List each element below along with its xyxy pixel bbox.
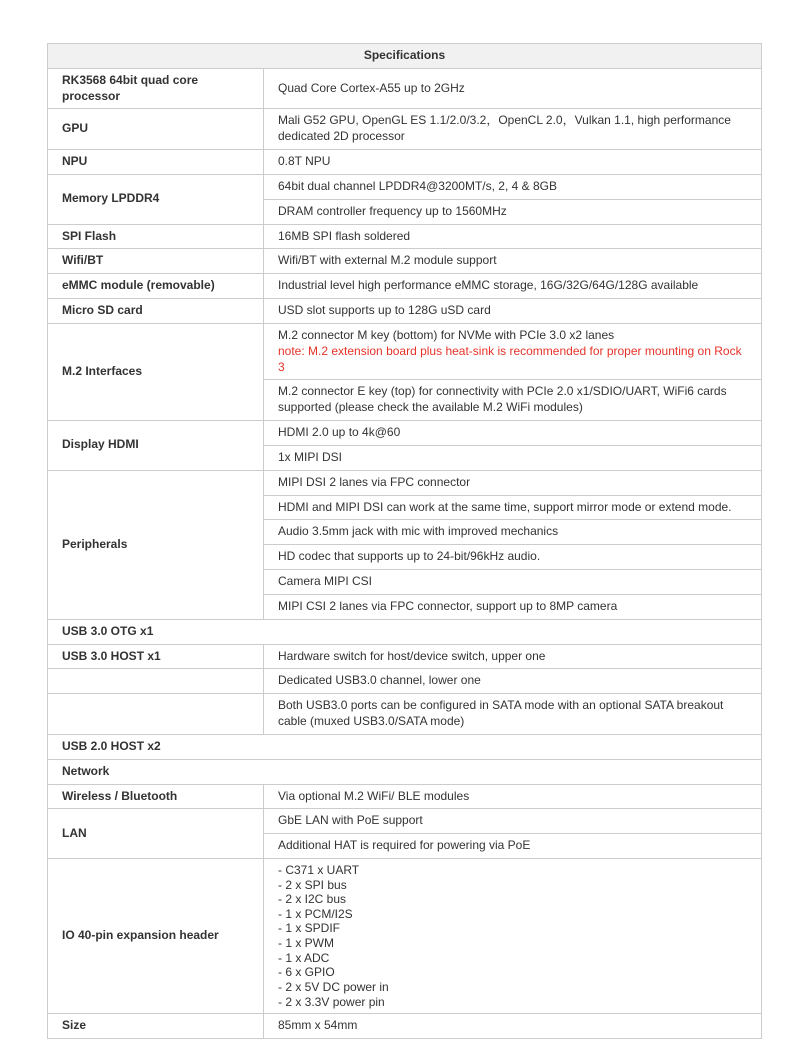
spec-value-line: - C371 x UART (278, 862, 360, 877)
table-row (48, 299, 762, 324)
spec-value-cell (264, 858, 762, 1013)
spec-label-gpu: GPU (48, 109, 264, 150)
spec-value: M.2 connector M key (bottom) for NVMe with PCIe 3.0 x2 lanes (278, 327, 615, 342)
table-row (48, 68, 762, 109)
spec-value: HDMI and MIPI DSI can work at the same time, support mirror mode or extend mode. (264, 495, 762, 520)
spec-value-line: - 2 x 3.3V power pin (278, 994, 385, 1009)
spec-value-line: - 1 x SPDIF (278, 921, 341, 936)
spec-value-line: - 1 x PWM (278, 936, 334, 951)
table-title: Specifications (48, 44, 762, 69)
spec-value-line: - 2 x SPI bus (278, 877, 347, 892)
section-row-network (48, 759, 762, 784)
spec-value: USD slot supports up to 128G uSD card (264, 299, 762, 324)
table-row (48, 174, 762, 199)
section-label-usb3-otg: USB 3.0 OTG x1 (48, 619, 762, 644)
spec-label-memory: Memory LPDDR4 (48, 174, 264, 224)
spec-value: Audio 3.5mm jack with mic with improved mechanics (264, 520, 762, 545)
spec-value: M.2 connector E key (top) for connectivity with PCIe 2.0 x1/SDIO/UART, WiFi6 cards supported (please check the available M.2 WiFi modules) (264, 380, 762, 421)
spec-value: DRAM controller frequency up to 1560MHz (264, 199, 762, 224)
spec-note: note: M.2 extension board plus heat-sink is recommended for proper mounting on Rock 3 (278, 343, 742, 374)
spec-value: 16MB SPI flash soldered (264, 224, 762, 249)
table-row (48, 644, 762, 669)
table-row (48, 109, 762, 150)
spec-label-usb3-host: USB 3.0 HOST x1 (48, 644, 264, 669)
spec-value: Hardware switch for host/device switch, upper one (264, 644, 762, 669)
table-row (48, 669, 762, 694)
table-row (48, 694, 762, 735)
spec-label-npu: NPU (48, 150, 264, 175)
table-row (48, 274, 762, 299)
spec-value-cell (264, 323, 762, 379)
spec-value-line: - 2 x I2C bus (278, 892, 347, 907)
spec-value: MIPI CSI 2 lanes via FPC connector, support up to 8MP camera (264, 594, 762, 619)
spec-value-line: - 6 x GPIO (278, 965, 335, 980)
section-label-usb2-host: USB 2.0 HOST x2 (48, 734, 762, 759)
spec-label-emmc: eMMC module (removable) (48, 274, 264, 299)
spec-label-m2: M.2 Interfaces (48, 323, 264, 420)
spec-value: 85mm x 54mm (264, 1014, 762, 1039)
spec-value: Quad Core Cortex-A55 up to 2GHz (264, 68, 762, 109)
spec-value-line: - 1 x PCM/I2S (278, 906, 353, 921)
table-row (48, 323, 762, 379)
spec-value: Mali G52 GPU, OpenGL ES 1.1/2.0/3.2，OpenCL 2.0，Vulkan 1.1, high performance dedicated 2D processor (264, 109, 762, 150)
spec-value-line: - 1 x ADC (278, 950, 330, 965)
spec-label-empty (48, 694, 264, 735)
spec-label-micro-sd: Micro SD card (48, 299, 264, 324)
table-row (48, 470, 762, 495)
table-row (48, 809, 762, 834)
spec-value: Wifi/BT with external M.2 module support (264, 249, 762, 274)
spec-value: 64bit dual channel LPDDR4@3200MT/s, 2, 4 & 8GB (264, 174, 762, 199)
spec-value: HD codec that supports up to 24-bit/96kHz audio. (264, 545, 762, 570)
section-label-network: Network (48, 759, 762, 784)
spec-label-wifi-bt: Wifi/BT (48, 249, 264, 274)
spec-value: Both USB3.0 ports can be configured in SATA mode with an optional SATA breakout cable (muxed USB3.0/SATA mode) (264, 694, 762, 735)
spec-label-wireless: Wireless / Bluetooth (48, 784, 264, 809)
spec-value: Additional HAT is required for powering via PoE (264, 834, 762, 859)
spec-value: Dedicated USB3.0 channel, lower one (264, 669, 762, 694)
spec-value: Industrial level high performance eMMC storage, 16G/32G/64G/128G available (264, 274, 762, 299)
spec-value: 1x MIPI DSI (264, 445, 762, 470)
spec-value: HDMI 2.0 up to 4k@60 (264, 421, 762, 446)
spec-value: Camera MIPI CSI (264, 570, 762, 595)
spec-label-processor: RK3568 64bit quad core processor (48, 68, 264, 109)
section-row-usb3-otg (48, 619, 762, 644)
table-row (48, 224, 762, 249)
table-header-row (48, 44, 762, 69)
spec-label-spi-flash: SPI Flash (48, 224, 264, 249)
spec-label-io-header: IO 40-pin expansion header (48, 858, 264, 1013)
table-row (48, 249, 762, 274)
spec-value: Via optional M.2 WiFi/ BLE modules (264, 784, 762, 809)
spec-label-empty (48, 669, 264, 694)
section-row-usb2-host (48, 734, 762, 759)
spec-label-display: Display HDMI (48, 421, 264, 471)
spec-value: 0.8T NPU (264, 150, 762, 175)
spec-label-peripherals: Peripherals (48, 470, 264, 619)
table-row (48, 150, 762, 175)
table-row (48, 784, 762, 809)
table-row (48, 421, 762, 446)
spec-label-size: Size (48, 1014, 264, 1039)
specifications-table (47, 43, 762, 1039)
spec-label-lan: LAN (48, 809, 264, 859)
spec-value: GbE LAN with PoE support (264, 809, 762, 834)
table-row (48, 1014, 762, 1039)
spec-value-line: - 2 x 5V DC power in (278, 979, 389, 994)
table-row (48, 858, 762, 1013)
spec-value: MIPI DSI 2 lanes via FPC connector (264, 470, 762, 495)
